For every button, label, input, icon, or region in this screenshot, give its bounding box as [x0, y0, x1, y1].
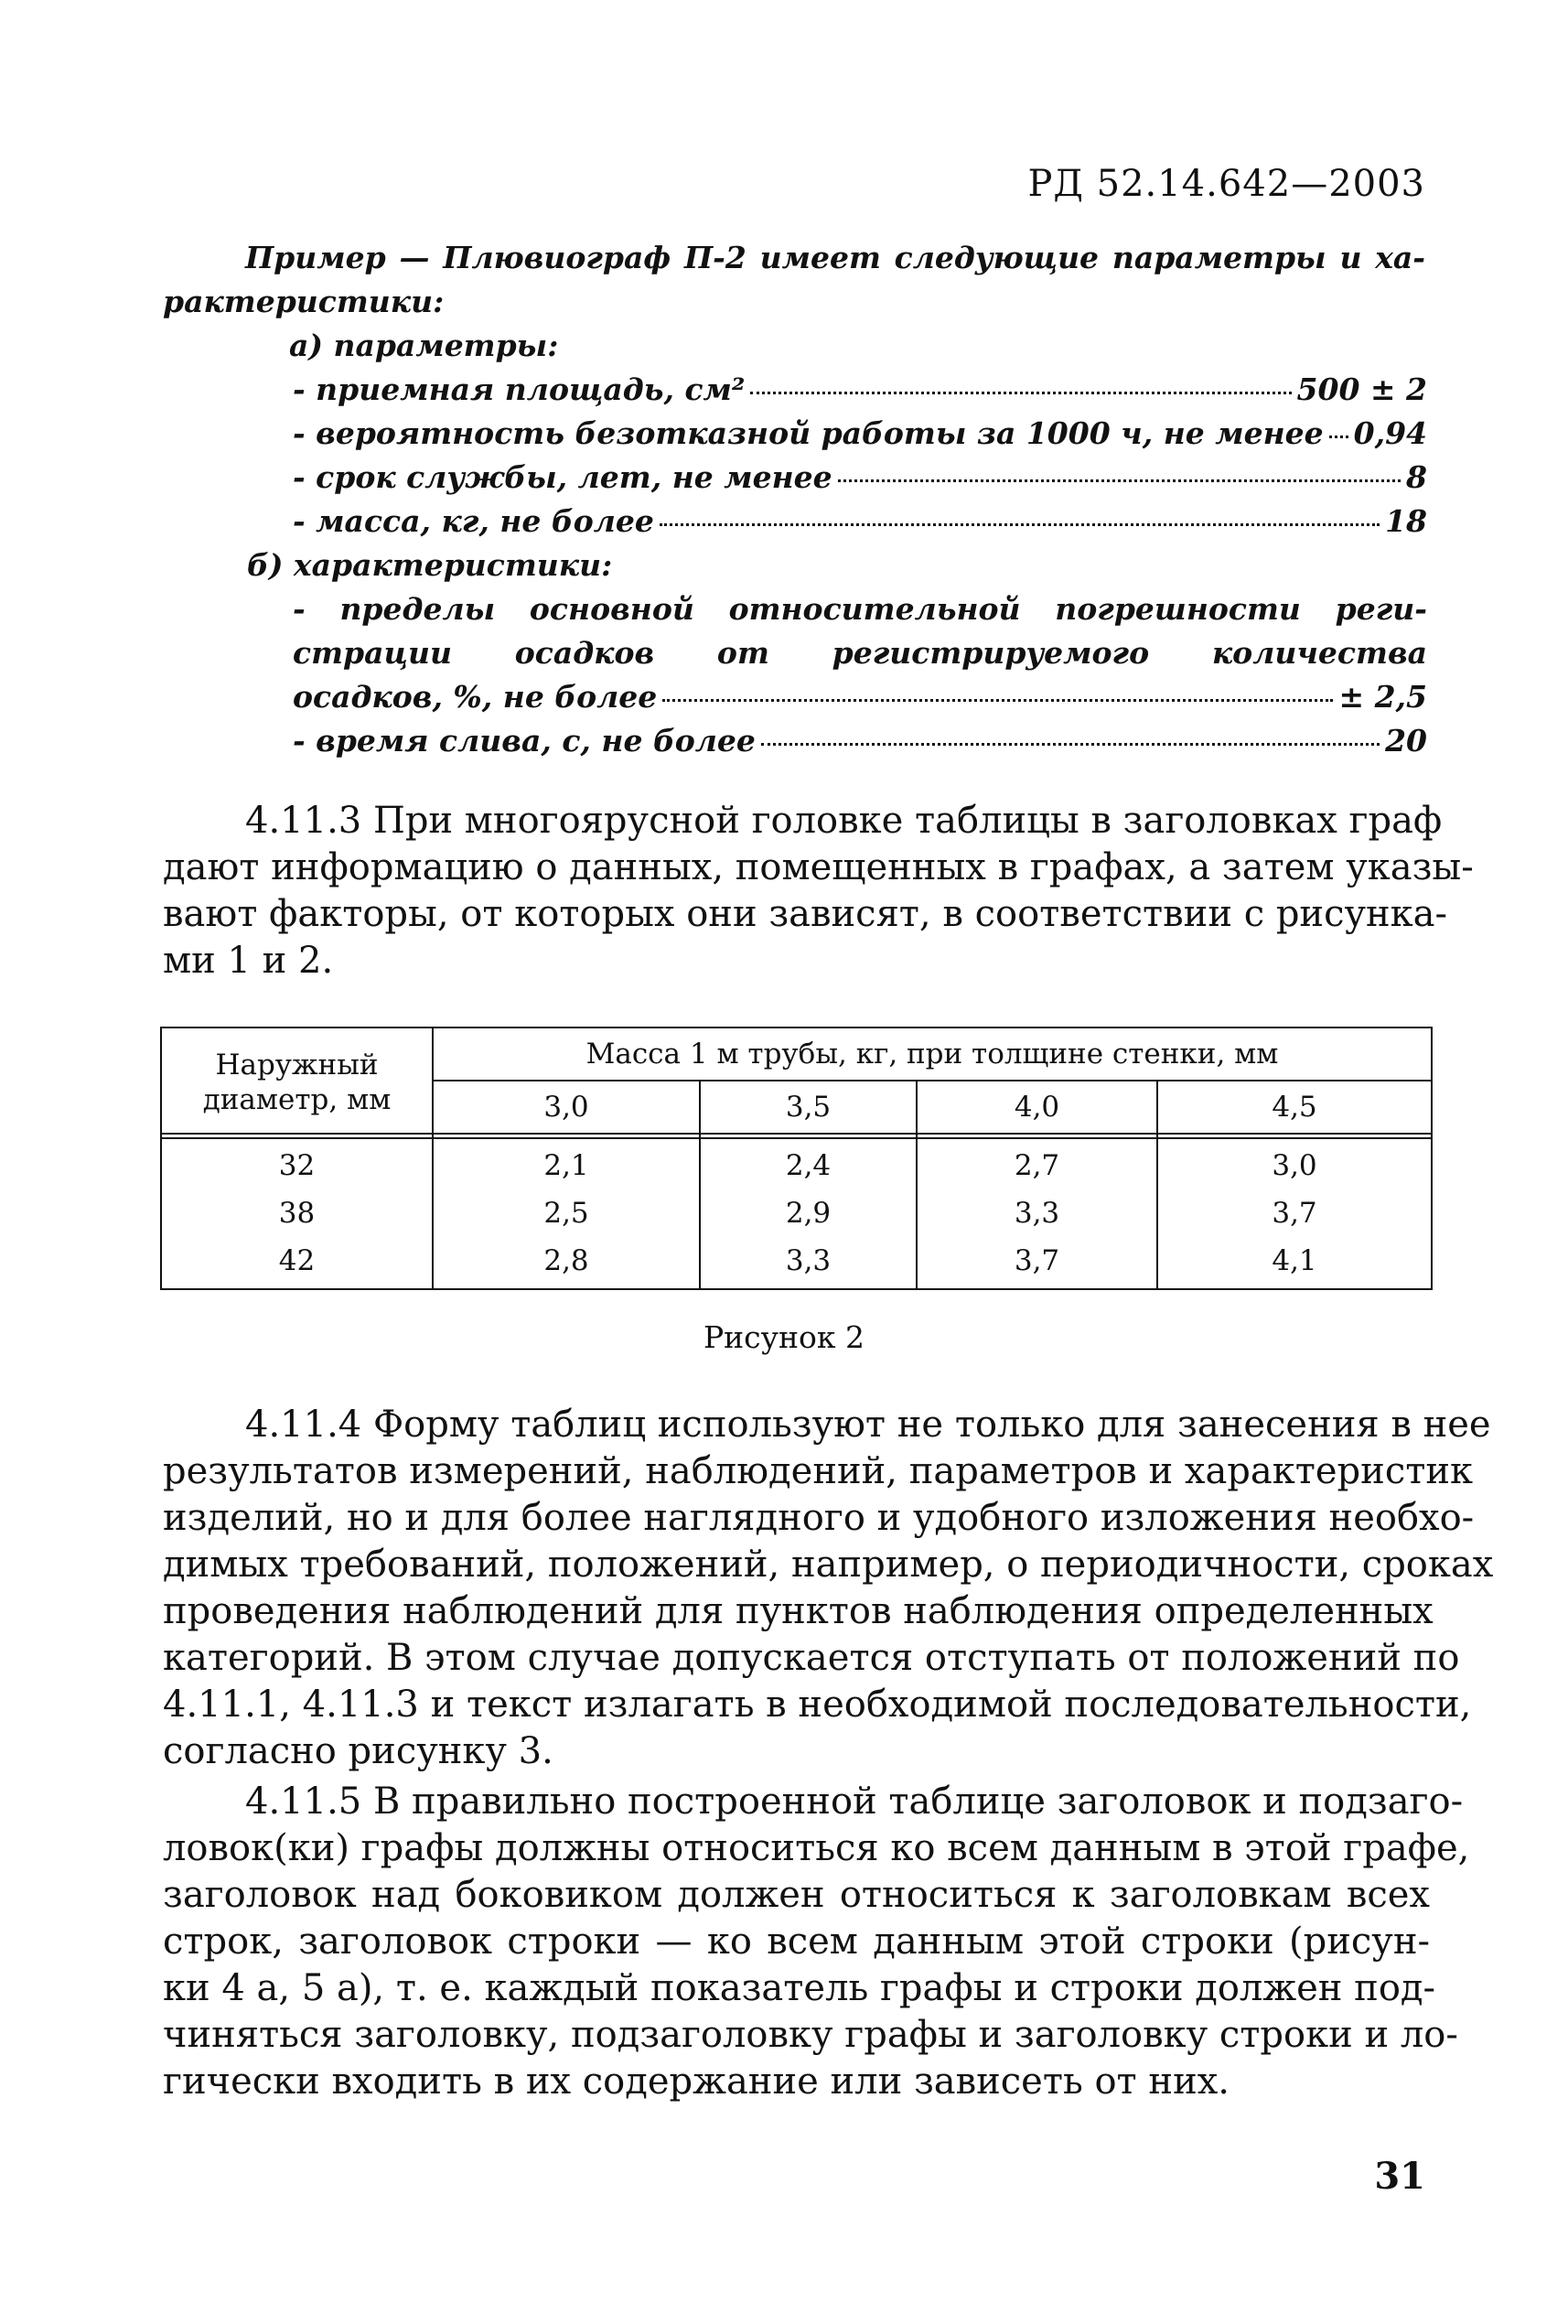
table-cell: 2,9 — [785, 1197, 832, 1230]
table-stub-header-line-2: диаметр, мм — [202, 1083, 392, 1116]
char-value: ± 2,5 — [1338, 679, 1427, 715]
leader-dots — [761, 743, 1380, 746]
char-item — [293, 723, 1427, 759]
char-item-line-1: - пределы основной относительной погрешности реги- — [293, 591, 1427, 627]
table-cell: 2,1 — [543, 1149, 589, 1182]
paragraph-line: согласно рисунку 3. — [163, 1730, 553, 1772]
param-label: - срок службы, лет, не менее — [293, 459, 832, 495]
leader-dots — [660, 523, 1380, 526]
table-column-header: 3,5 — [785, 1091, 832, 1124]
table-cell: 3,0 — [1272, 1149, 1317, 1182]
paragraph-4-11-5 — [163, 1779, 1470, 2105]
table-divider — [162, 1133, 1431, 1135]
params-heading: а) параметры: — [289, 328, 559, 363]
paragraph-line: результатов измерений, наблюдений, параметров и характеристик — [163, 1450, 1474, 1492]
table-row-diameter: 42 — [278, 1244, 316, 1277]
chars-heading: б) характеристики: — [247, 547, 613, 583]
paragraph-line: 4.11.1, 4.11.3 и текст излагать в необходимой последовательности, — [163, 1684, 1472, 1726]
param-item — [293, 459, 1427, 495]
leader-dots — [662, 699, 1333, 702]
paragraph-4-11-4 — [163, 1402, 1494, 1775]
table-cell: 3,3 — [1014, 1197, 1060, 1230]
paragraph-line: проведения наблюдений для пунктов наблюдения определенных — [163, 1590, 1434, 1632]
leader-dots — [1329, 436, 1348, 438]
param-value: 8 — [1406, 459, 1427, 495]
table-column-header: 4,5 — [1272, 1091, 1317, 1124]
paragraph-line: 4.11.5 В правильно построенной таблице заголовок и подзаго- — [245, 1781, 1464, 1823]
char-label: - время слива, с, не более — [293, 723, 756, 759]
leader-dots — [838, 479, 1401, 482]
figure-caption: Рисунок 2 — [703, 1319, 865, 1355]
char-item-line-2: страции осадков от регистрируемого количества — [293, 635, 1427, 671]
leader-dots — [750, 392, 1291, 394]
param-label: - вероятность безотказной работы за 1000 ч, не менее — [293, 415, 1324, 451]
paragraph-line: чиняться заголовку, подзаголовку графы и заголовку строки и ло- — [163, 2014, 1458, 2056]
char-label: осадков, %, не более — [293, 679, 658, 715]
paragraph-line: вают факторы, от которых они зависят, в соответствии с рисунка- — [163, 893, 1448, 935]
char-value: 20 — [1385, 723, 1427, 759]
paragraph-line: ми 1 и 2. — [163, 940, 334, 982]
table-row-diameter: 38 — [278, 1197, 316, 1230]
example-intro-line-2: рактеристики: — [163, 284, 445, 319]
param-value: 18 — [1385, 503, 1427, 539]
table-cell: 2,7 — [1014, 1149, 1060, 1182]
paragraph-line: ки 4 а, 5 а), т. е. каждый показатель графы и строки должен под- — [163, 1967, 1436, 2009]
paragraph-line: 4.11.4 Форму таблиц используют не только для занесения в нее — [245, 1404, 1491, 1446]
document-code: РД 52.14.642—2003 — [1027, 163, 1425, 205]
page-number: 31 — [1374, 2155, 1425, 2198]
param-label: - масса, кг, не более — [293, 503, 654, 539]
example-intro-line-1: Пример — Плювиограф П-2 имеет следующие параметры и ха- — [245, 240, 1425, 275]
param-value: 0,94 — [1353, 415, 1427, 451]
param-value: 500 ± 2 — [1296, 371, 1427, 407]
table-stub-header-line-1: Наружный — [215, 1049, 379, 1081]
param-item — [293, 415, 1427, 451]
table-cell: 3,3 — [785, 1244, 832, 1277]
table-cell: 2,5 — [543, 1197, 589, 1230]
table-cell: 4,1 — [1272, 1244, 1317, 1277]
paragraph-line: заголовок над боковиком должен относиться к заголовкам всех — [163, 1874, 1430, 1916]
paragraph-4-11-3 — [163, 798, 1474, 984]
table-cell: 3,7 — [1014, 1244, 1060, 1277]
paragraph-line: строк, заголовок строки — ко всем данным этой строки (рисун- — [163, 1921, 1430, 1963]
table-cell: 2,8 — [543, 1244, 589, 1277]
example-block — [163, 0, 1430, 769]
table-column-header: 4,0 — [1014, 1091, 1060, 1124]
param-item — [293, 503, 1427, 539]
param-item — [293, 371, 1427, 407]
paragraph-line: димых требований, положений, например, о периодичности, сроках — [163, 1544, 1494, 1586]
paragraph-line: 4.11.3 При многоярусной головке таблицы в заголовках граф — [245, 800, 1443, 842]
table-divider — [162, 1137, 1431, 1139]
table-row-diameter: 32 — [278, 1149, 316, 1182]
paragraph-line: категорий. В этом случае допускается отступать от положений по — [163, 1637, 1460, 1679]
table-cell: 2,4 — [785, 1149, 832, 1182]
param-label: - приемная площадь, см² — [293, 371, 746, 407]
figure-2-table — [160, 1027, 1433, 1290]
paragraph-line: изделий, но и для более наглядного и удобного изложения необхо- — [163, 1497, 1475, 1539]
paragraph-line: гически входить в их содержание или зависеть от них. — [163, 2060, 1230, 2103]
paragraph-line: дают информацию о данных, помещенных в графах, а затем указы- — [163, 846, 1474, 888]
table-cell: 3,7 — [1272, 1197, 1317, 1230]
table-column-header: 3,0 — [543, 1091, 589, 1124]
char-item — [293, 679, 1427, 715]
table-divider — [432, 1080, 1431, 1081]
table-spanning-header: Масса 1 м трубы, кг, при толщине стенки, мм — [585, 1038, 1279, 1071]
paragraph-line: ловок(ки) графы должны относиться ко всем данным в этой графе, — [163, 1827, 1470, 1869]
